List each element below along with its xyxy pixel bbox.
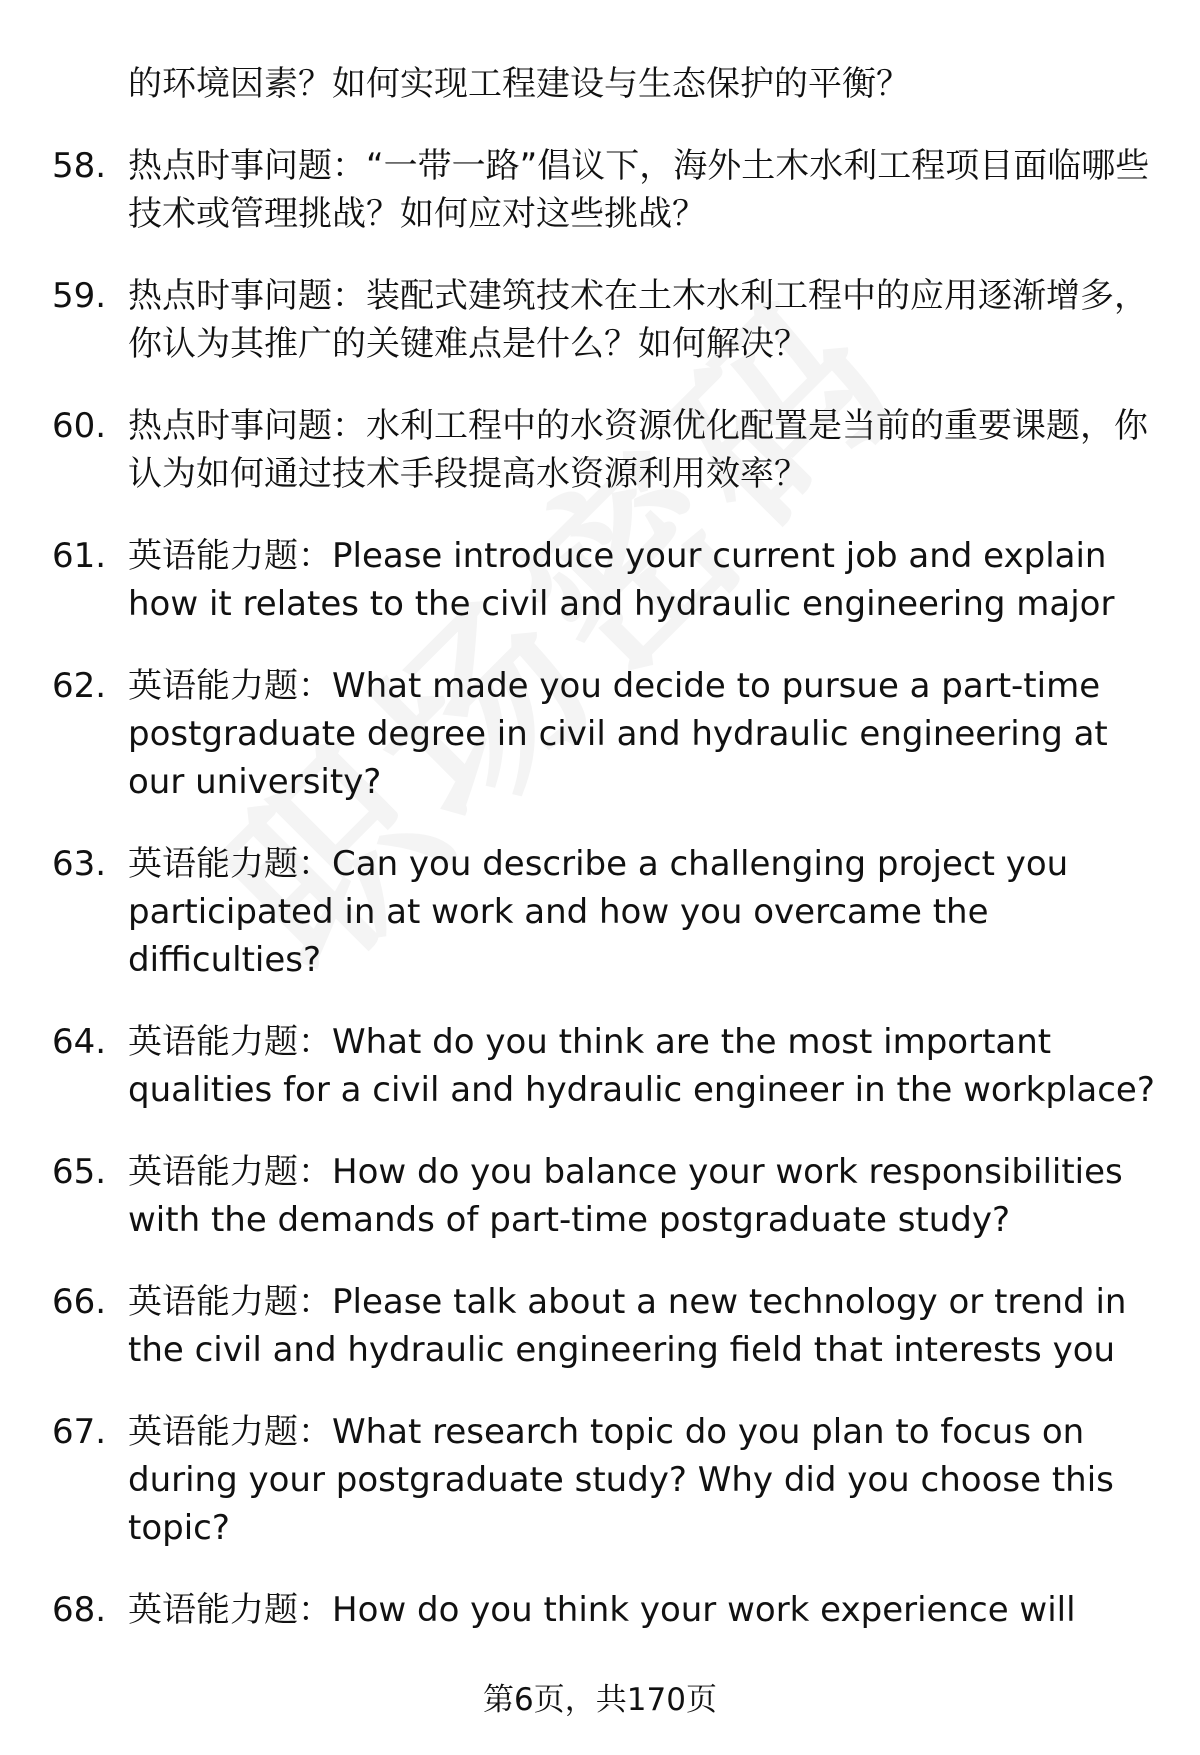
page-footer: 第6页，共170页 <box>483 1682 717 1718</box>
item-number: 67. <box>52 1412 107 1452</box>
list-item <box>0 1018 1200 1114</box>
list-item <box>0 1586 1200 1634</box>
list-item <box>0 402 1200 498</box>
item-text: 热点时事问题：“一带一路”倡议下，海外土木水利工程项目面临哪些技术或管理挑战？如何应对这些挑战？ <box>128 146 1150 234</box>
list-item <box>0 1408 1200 1552</box>
item-text: 英语能力题：What do you think are the most important qualities for a civil and hydraulic engineer in the workplace? <box>128 1022 1155 1110</box>
item-text: 英语能力题：How do you think your work experience will <box>128 1590 1076 1630</box>
item-number: 65. <box>52 1152 107 1192</box>
item-text: 英语能力题：What research topic do you plan to focus on during your postgraduate study? Why did you choose this topic? <box>128 1412 1114 1548</box>
question-list <box>0 142 1200 1634</box>
item-number: 68. <box>52 1590 107 1630</box>
item-text: 热点时事问题：装配式建筑技术在土木水利工程中的应用逐渐增多，你认为其推广的关键难点是什么？如何解决？ <box>128 276 1148 364</box>
item-number: 61. <box>52 536 107 576</box>
list-item <box>0 272 1200 368</box>
document-body <box>0 60 1200 1668</box>
item-text: 英语能力题：What made you decide to pursue a part-time postgraduate degree in civil and hydraulic engineering at our university? <box>128 666 1108 802</box>
item-text: 英语能力题：How do you balance your work responsibilities with the demands of part-time postgraduate study? <box>128 1152 1123 1240</box>
item-number: 59. <box>52 276 107 316</box>
item-number: 62. <box>52 666 107 706</box>
item-number: 58. <box>52 146 107 186</box>
list-item <box>0 1148 1200 1244</box>
continued-text: 的环境因素？如何实现工程建设与生态保护的平衡？ <box>128 64 910 104</box>
list-item <box>0 1278 1200 1374</box>
list-item <box>0 840 1200 984</box>
item-number: 64. <box>52 1022 107 1062</box>
list-item <box>0 662 1200 806</box>
list-item <box>0 142 1200 238</box>
item-text: 英语能力题：Please introduce your current job and explain how it relates to the civil and hydraulic engineering major <box>128 536 1115 624</box>
item-number: 66. <box>52 1282 107 1322</box>
item-number: 60. <box>52 406 107 446</box>
list-item <box>0 532 1200 628</box>
item-text: 英语能力题：Please talk about a new technology or trend in the civil and hydraulic engineering field that interests you <box>128 1282 1127 1370</box>
item-number: 63. <box>52 844 107 884</box>
item-text: 热点时事问题：水利工程中的水资源优化配置是当前的重要课题，你认为如何通过技术手段提高水资源利用效率？ <box>128 406 1148 494</box>
item-text: 英语能力题：Can you describe a challenging project you participated in at work and how you overcame the difficulties? <box>128 844 1069 980</box>
